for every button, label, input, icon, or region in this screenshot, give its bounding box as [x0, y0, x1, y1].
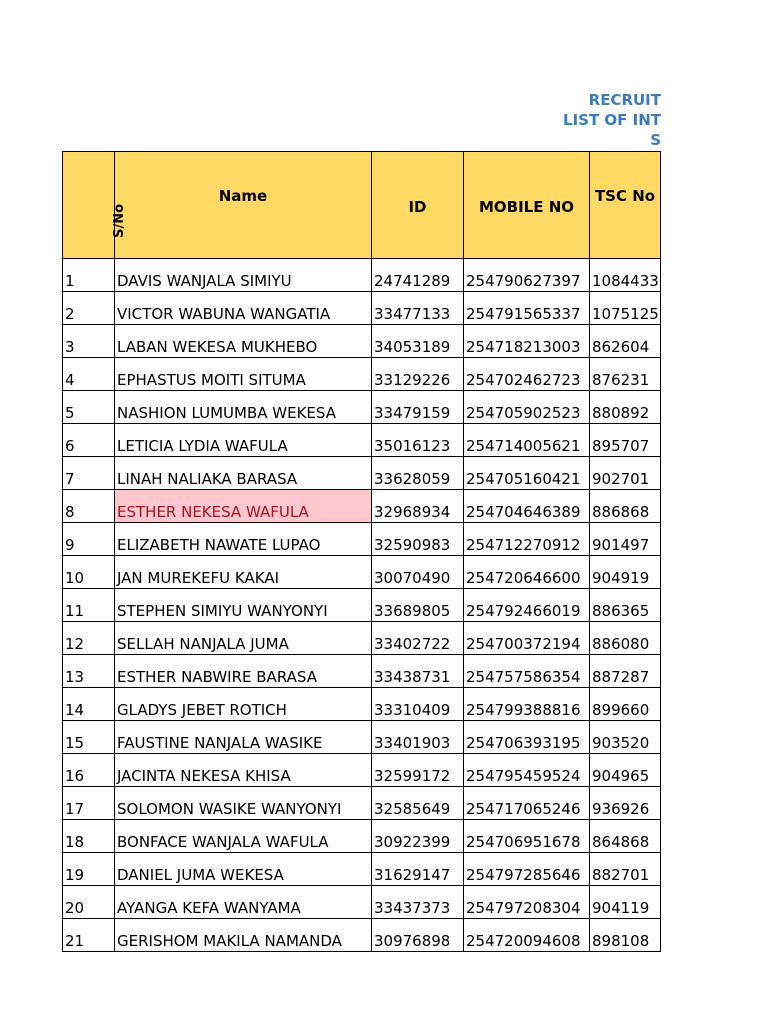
cell-tsc: 895707 — [590, 424, 661, 457]
cell-tsc: 886080 — [590, 622, 661, 655]
cell-id: 33477133 — [372, 292, 464, 325]
cell-name: SELLAH NANJALA JUMA — [115, 622, 372, 655]
cell-id: 33438731 — [372, 655, 464, 688]
cell-mobile: 254797208304 — [464, 886, 590, 919]
cell-mobile: 254704646389 — [464, 490, 590, 523]
column-header-tsc: TSC No — [590, 152, 661, 259]
cell-id: 30070490 — [372, 556, 464, 589]
cell-sno: 1 — [63, 259, 115, 292]
cell-tsc: 886365 — [590, 589, 661, 622]
column-header-name: Name — [115, 152, 372, 259]
cell-mobile: 254700372194 — [464, 622, 590, 655]
cell-mobile: 254720646600 — [464, 556, 590, 589]
cell-sno: 13 — [63, 655, 115, 688]
table-row — [63, 259, 661, 292]
cell-tsc: 898108 — [590, 919, 661, 952]
cell-sno: 21 — [63, 919, 115, 952]
cell-tsc: 904119 — [590, 886, 661, 919]
cell-sno: 17 — [63, 787, 115, 820]
cell-tsc: 886868 — [590, 490, 661, 523]
cell-id: 30922399 — [372, 820, 464, 853]
cell-mobile: 254795459524 — [464, 754, 590, 787]
cell-mobile: 254712270912 — [464, 523, 590, 556]
cell-id: 33689805 — [372, 589, 464, 622]
cell-name: BONFACE WANJALA WAFULA — [115, 820, 372, 853]
cell-sno: 16 — [63, 754, 115, 787]
cell-sno: 6 — [63, 424, 115, 457]
cell-name: AYANGA KEFA WANYAMA — [115, 886, 372, 919]
cell-id: 33401903 — [372, 721, 464, 754]
cell-id: 24741289 — [372, 259, 464, 292]
cell-tsc: 903520 — [590, 721, 661, 754]
cell-name: GERISHOM MAKILA NAMANDA — [115, 919, 372, 952]
cell-tsc: 1084433 — [590, 259, 661, 292]
cell-id: 34053189 — [372, 325, 464, 358]
cell-name: LETICIA LYDIA WAFULA — [115, 424, 372, 457]
cell-name: DAVIS WANJALA SIMIYU — [115, 259, 372, 292]
table-row — [63, 721, 661, 754]
cell-mobile: 254702462723 — [464, 358, 590, 391]
report-title-line-1: RECRUIT — [588, 91, 661, 109]
table-row — [63, 853, 661, 886]
table-row — [63, 457, 661, 490]
cell-sno: 10 — [63, 556, 115, 589]
table-row — [63, 622, 661, 655]
table-row — [63, 919, 661, 952]
column-header-sno: S/No — [63, 152, 115, 259]
cell-name: SOLOMON WASIKE WANYONYI — [115, 787, 372, 820]
cell-name: ESTHER NEKESA WAFULA — [115, 490, 372, 523]
cell-id: 32590983 — [372, 523, 464, 556]
cell-id: 32585649 — [372, 787, 464, 820]
cell-name: LABAN WEKESA MUKHEBO — [115, 325, 372, 358]
cell-mobile: 254791565337 — [464, 292, 590, 325]
report-title-line-2: LIST OF INT — [563, 111, 661, 129]
table-row — [63, 589, 661, 622]
cell-mobile: 254714005621 — [464, 424, 590, 457]
table-row — [63, 688, 661, 721]
cell-sno: 5 — [63, 391, 115, 424]
cell-id: 32599172 — [372, 754, 464, 787]
cell-tsc: 880892 — [590, 391, 661, 424]
cell-mobile: 254792466019 — [464, 589, 590, 622]
table-row — [63, 424, 661, 457]
report-title-line-3: S — [650, 131, 661, 149]
cell-id: 33479159 — [372, 391, 464, 424]
cell-mobile: 254720094608 — [464, 919, 590, 952]
cell-tsc: 864868 — [590, 820, 661, 853]
table-row — [63, 787, 661, 820]
cell-sno: 19 — [63, 853, 115, 886]
cell-mobile: 254705902523 — [464, 391, 590, 424]
cell-mobile: 254790627397 — [464, 259, 590, 292]
table-row — [63, 556, 661, 589]
cell-name: LINAH NALIAKA BARASA — [115, 457, 372, 490]
cell-id: 31629147 — [372, 853, 464, 886]
table-row — [63, 886, 661, 919]
cell-sno: 12 — [63, 622, 115, 655]
cell-name: FAUSTINE NANJALA WASIKE — [115, 721, 372, 754]
cell-tsc: 882701 — [590, 853, 661, 886]
cell-mobile: 254717065246 — [464, 787, 590, 820]
cell-name: STEPHEN SIMIYU WANYONYI — [115, 589, 372, 622]
table-row — [63, 325, 661, 358]
column-header-mobile: MOBILE NO — [464, 152, 590, 259]
cell-name: ESTHER NABWIRE BARASA — [115, 655, 372, 688]
table-row — [63, 391, 661, 424]
cell-name: EPHASTUS MOITI SITUMA — [115, 358, 372, 391]
cell-sno: 7 — [63, 457, 115, 490]
cell-tsc: 904965 — [590, 754, 661, 787]
table-row — [63, 358, 661, 391]
cell-name: VICTOR WABUNA WANGATIA — [115, 292, 372, 325]
table-row — [63, 655, 661, 688]
cell-mobile: 254797285646 — [464, 853, 590, 886]
cell-tsc: 876231 — [590, 358, 661, 391]
cell-id: 33402722 — [372, 622, 464, 655]
cell-sno: 9 — [63, 523, 115, 556]
cell-name: GLADYS JEBET ROTICH — [115, 688, 372, 721]
cell-sno: 4 — [63, 358, 115, 391]
cell-tsc: 936926 — [590, 787, 661, 820]
cell-sno: 15 — [63, 721, 115, 754]
cell-mobile: 254718213003 — [464, 325, 590, 358]
cell-tsc: 901497 — [590, 523, 661, 556]
cell-id: 33628059 — [372, 457, 464, 490]
cell-tsc: 1075125 — [590, 292, 661, 325]
cell-id: 33437373 — [372, 886, 464, 919]
cell-name: DANIEL JUMA WEKESA — [115, 853, 372, 886]
table-row — [63, 490, 661, 523]
cell-name: JAN MUREKEFU KAKAI — [115, 556, 372, 589]
table-row — [63, 292, 661, 325]
cell-tsc: 902701 — [590, 457, 661, 490]
cell-mobile: 254706951678 — [464, 820, 590, 853]
table-row — [63, 754, 661, 787]
cell-mobile: 254706393195 — [464, 721, 590, 754]
cell-id: 35016123 — [372, 424, 464, 457]
cell-name: ELIZABETH NAWATE LUPAO — [115, 523, 372, 556]
cell-name: JACINTA NEKESA KHISA — [115, 754, 372, 787]
cell-sno: 8 — [63, 490, 115, 523]
cell-sno: 3 — [63, 325, 115, 358]
column-header-id: ID — [372, 152, 464, 259]
cell-id: 33310409 — [372, 688, 464, 721]
cell-name: NASHION LUMUMBA WEKESA — [115, 391, 372, 424]
cell-id: 33129226 — [372, 358, 464, 391]
cell-sno: 14 — [63, 688, 115, 721]
table-row — [63, 523, 661, 556]
cell-sno: 11 — [63, 589, 115, 622]
cell-mobile: 254799388816 — [464, 688, 590, 721]
table-header-row — [63, 152, 661, 259]
staff-table — [62, 151, 661, 952]
cell-sno: 18 — [63, 820, 115, 853]
cell-tsc: 899660 — [590, 688, 661, 721]
cell-id: 30976898 — [372, 919, 464, 952]
cell-mobile: 254757586354 — [464, 655, 590, 688]
cell-sno: 20 — [63, 886, 115, 919]
cell-mobile: 254705160421 — [464, 457, 590, 490]
cell-id: 32968934 — [372, 490, 464, 523]
table-row — [63, 820, 661, 853]
cell-tsc: 904919 — [590, 556, 661, 589]
cell-tsc: 887287 — [590, 655, 661, 688]
cell-sno: 2 — [63, 292, 115, 325]
cell-tsc: 862604 — [590, 325, 661, 358]
